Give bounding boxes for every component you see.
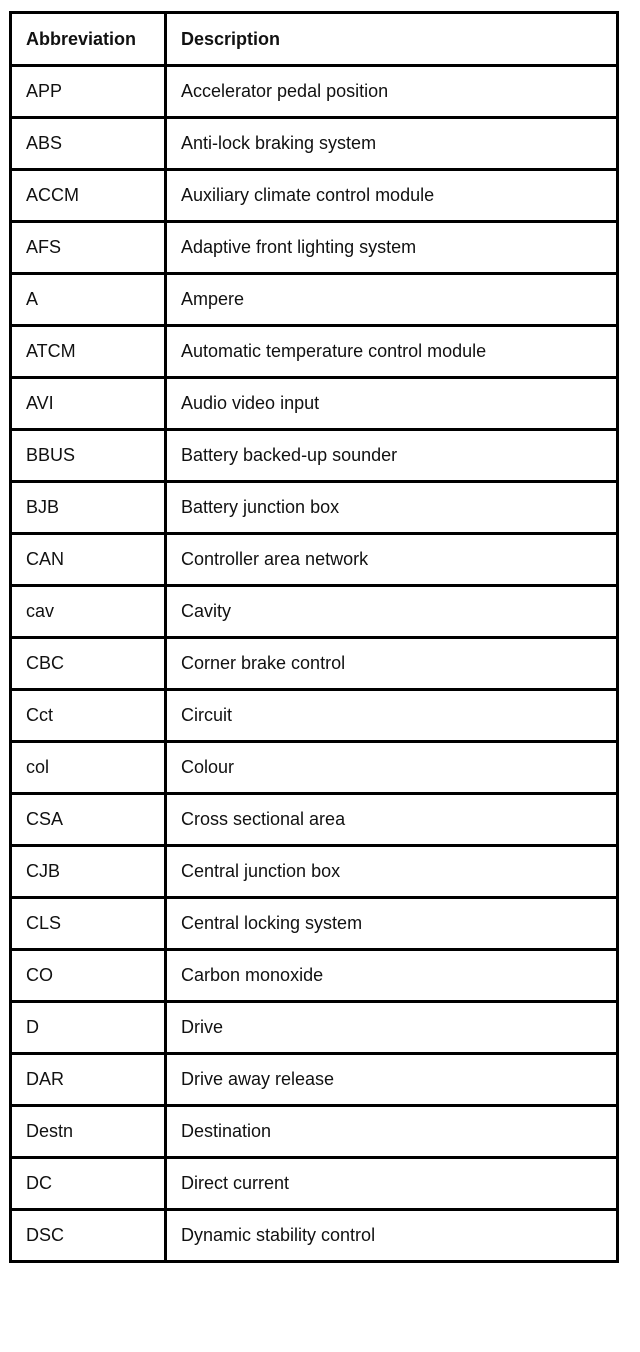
table-row <box>11 66 618 118</box>
description-cell: Controller area network <box>166 534 618 586</box>
abbreviation-cell: Destn <box>11 1106 166 1158</box>
table-row <box>11 1158 618 1210</box>
abbreviation-cell: CSA <box>11 794 166 846</box>
table-header <box>11 13 618 66</box>
description-cell: Anti-lock braking system <box>166 118 618 170</box>
table-row <box>11 638 618 690</box>
description-cell: Circuit <box>166 690 618 742</box>
abbreviation-cell: col <box>11 742 166 794</box>
description-cell: Destination <box>166 1106 618 1158</box>
abbreviation-cell: CJB <box>11 846 166 898</box>
abbreviation-cell: ABS <box>11 118 166 170</box>
table-row <box>11 794 618 846</box>
abbreviation-cell: CLS <box>11 898 166 950</box>
table-row <box>11 1054 618 1106</box>
header-abbreviation: Abbreviation <box>11 13 166 66</box>
table-body <box>11 66 618 1262</box>
table-row <box>11 846 618 898</box>
description-cell: Corner brake control <box>166 638 618 690</box>
table-row <box>11 274 618 326</box>
table-row <box>11 482 618 534</box>
abbreviation-cell: cav <box>11 586 166 638</box>
table-row <box>11 950 618 1002</box>
abbreviation-cell: CO <box>11 950 166 1002</box>
table-row <box>11 1106 618 1158</box>
description-cell: Cavity <box>166 586 618 638</box>
abbreviation-cell: D <box>11 1002 166 1054</box>
table-row <box>11 222 618 274</box>
abbreviation-cell: DAR <box>11 1054 166 1106</box>
abbreviation-cell: A <box>11 274 166 326</box>
abbreviation-cell: DSC <box>11 1210 166 1262</box>
description-cell: Auxiliary climate control module <box>166 170 618 222</box>
table-row <box>11 690 618 742</box>
description-cell: Cross sectional area <box>166 794 618 846</box>
abbreviation-cell: AVI <box>11 378 166 430</box>
table-row <box>11 1002 618 1054</box>
description-cell: Battery backed-up sounder <box>166 430 618 482</box>
abbreviation-cell: BBUS <box>11 430 166 482</box>
table-row <box>11 430 618 482</box>
description-cell: Drive <box>166 1002 618 1054</box>
abbreviation-table <box>9 11 619 1263</box>
abbreviation-cell: CAN <box>11 534 166 586</box>
table-row <box>11 170 618 222</box>
abbreviation-cell: Cct <box>11 690 166 742</box>
abbreviation-cell: BJB <box>11 482 166 534</box>
description-cell: Adaptive front lighting system <box>166 222 618 274</box>
description-cell: Central locking system <box>166 898 618 950</box>
description-cell: Automatic temperature control module <box>166 326 618 378</box>
table-row <box>11 326 618 378</box>
table-row <box>11 534 618 586</box>
abbreviation-cell: APP <box>11 66 166 118</box>
abbreviation-cell: ATCM <box>11 326 166 378</box>
description-cell: Dynamic stability control <box>166 1210 618 1262</box>
table-row <box>11 586 618 638</box>
description-cell: Accelerator pedal position <box>166 66 618 118</box>
table-row <box>11 378 618 430</box>
table-row <box>11 898 618 950</box>
description-cell: Drive away release <box>166 1054 618 1106</box>
description-cell: Ampere <box>166 274 618 326</box>
description-cell: Battery junction box <box>166 482 618 534</box>
header-row <box>11 13 618 66</box>
description-cell: Central junction box <box>166 846 618 898</box>
description-cell: Audio video input <box>166 378 618 430</box>
abbreviation-cell: ACCM <box>11 170 166 222</box>
abbreviation-cell: DC <box>11 1158 166 1210</box>
description-cell: Colour <box>166 742 618 794</box>
header-description: Description <box>166 13 618 66</box>
table-row <box>11 1210 618 1262</box>
abbreviation-cell: AFS <box>11 222 166 274</box>
table-row <box>11 742 618 794</box>
description-cell: Carbon monoxide <box>166 950 618 1002</box>
description-cell: Direct current <box>166 1158 618 1210</box>
abbreviation-cell: CBC <box>11 638 166 690</box>
table-row <box>11 118 618 170</box>
